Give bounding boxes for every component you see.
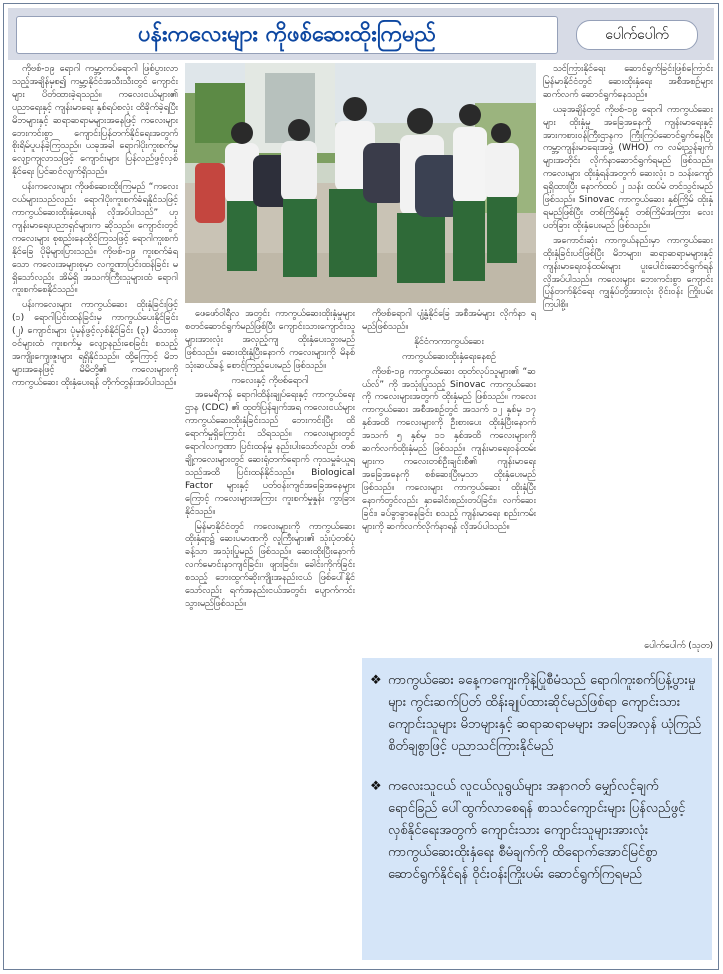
section-heading: ကလေးနှင့် ကိုဗစ်ရောဂါ xyxy=(231,375,309,386)
summary-bullet xyxy=(370,670,702,758)
paragraph: ယခုအချိန်တွင် ကိုဗစ်-၁၉ ရောဂါ ကာကွယ်ဆေးများ ထိုးနှံမှု အခြေအနေကို ကျန်းမာရေးနှင့် အားကစားဝန်ကြီးဌာနက ကြီးကြပ်ဆောင်ရွက်နေပြီး ကမ္ဘာ့ကျန်းမာရေးအဖွဲ့ (WHO) က လမ်းညွှန်ချက်များအတိုင်း လိုက်နာဆောင်ရွက်ရမည် ဖြစ်သည်။ ကလေးများ ထိုးနှံရန်အတွက် ဆေးလုံး ၁ သန်းကျော် ရရှိထားပြီး နောက်ထပ် ၂ သန်း ထပ်မံ တင်သွင်းမည် ဖြစ်သည်။ Sinovac ကာကွယ်ဆေး နှစ်ကြိမ် ထိုးနှံရမည်ဖြစ်ပြီး တစ်ကြိမ်နှင့် တစ်ကြိမ်အကြား လေးပတ်ခြား ထိုးနှံပေးမည် ဖြစ်သည်။ xyxy=(543,104,713,231)
paragraph: အမေရိကန် ရောဂါထိန်းချုပ်ရေးနှင့် ကာကွယ်ရေးဌာန (CDC) ၏ ထုတ်ပြန်ချက်အရ ကလေးငယ်များ ကာကွယ်ဆေးထိုးနှံခြင်းသည် ဘေးကင်းပြီး ထိရောက်မှုရှိကြောင်း သိရသည်။ ကလေးများတွင် ရောဂါလက္ခဏာ ပြင်းထန်မှု နည်းပါးသော်လည်း တစ်ချို့ကလေးများတွင် ဆေးရုံတက်ရောက် ကုသမှုခံယူရသည်အထိ ပြင်းထန်နိုင်သည်။ Biological Factor များနှင့် ပတ်ဝန်းကျင်အခြေအနေများကြောင့် ကလေးများအကြား ကူးစက်မှုနှုန်း ကွာခြားနိုင်သည်။ xyxy=(185,390,355,517)
diamond-bullet-icon: ❖ xyxy=(370,673,382,688)
paragraph: ကိုဗစ်ရောဂါ ပျံ့နှံ့နိုင်ခြေ အစီအမံများ လိုက်နာ ရမည်ဖြစ်သည်။ xyxy=(362,309,536,332)
diamond-bullet-icon: ❖ xyxy=(370,779,382,794)
article-column-1 xyxy=(12,63,178,958)
paragraph: အကောင်းဆုံး ကာကွယ်နည်းမှာ ကာကွယ်ဆေး ထိုးနှံခြင်းပင်ဖြစ်ပြီး မိဘများ၊ ဆရာဆရာမများနှင့် ကျန်းမာရေးဝန်ထမ်းများ ပူးပေါင်းဆောင်ရွက်ရန် လိုအပ်ပါသည်။ ကလေးများ ဘေးကင်းစွာ ကျောင်းပြန်တက်နိုင်ရေး ကျွန်ုပ်တို့အားလုံး ဝိုင်းဝန်း ကြိုးပမ်းကြပါစို့။ xyxy=(543,235,713,311)
section-subheading: ကာကွယ်ဆေးထိုးနှံရေးနေစဉ် xyxy=(401,351,497,362)
students-photo xyxy=(185,63,536,303)
article-signature: ပေါက်ပေါက် (သုတ) xyxy=(644,641,713,651)
summary-box xyxy=(362,658,712,960)
paragraph: ကိုဗစ်-၁၉ ကာကွယ်ဆေး ထုတ်လုပ်သူများ၏ “ဆယ်လ်” ကို အသုံးပြုသည့် Sinovac ကာကွယ်ဆေးကို ကလေးများအတွက် ထိုးနှံမည် ဖြစ်သည်။ ကလေးကာကွယ်ဆေး အစီအစဉ်တွင် အသက် ၁၂ နှစ်မှ ၁၇ နှစ်အထိ ကလေးများကို ဦးစားပေး ထိုးနှံပြီးနောက် အသက် ၅ နှစ်မှ ၁၁ နှစ်အထိ ကလေးများကို ဆက်လက်ထိုးနှံမည် ဖြစ်သည်။ ကျန်းမာရေးဝန်ထမ်းများက ကလေးတစ်ဦးချင်းစီ၏ ကျန်းမာရေး အခြေအနေကို စစ်ဆေးပြီးမှသာ ထိုးနှံပေးမည် ဖြစ်သည်။ ကလေးများ ကာကွယ်ဆေး ထိုးနှံပြီးနောက်တွင်လည်း နှာခေါင်းစည်းတပ်ခြင်း၊ လက်ဆေးခြင်း၊ ခပ်ခွာခွာနေခြင်း စသည့် ကျန်းမာရေး စည်းကမ်းများကို ဆက်လက်လိုက်နာရန် လိုအပ်ပါသည်။ xyxy=(362,366,536,532)
paragraph: ပန်းကလေးများ ကာကွယ်ဆေး ထိုးနှံခြင်းဖြင့် (၁) ရောဂါပြင်းထန်ခြင်းမှ ကာကွယ်ပေးနိုင်ခြင်း (၂) ကျောင်းများ ပုံမှန်ဖွင့်လှစ်နိုင်ခြင်း (၃) မိသားစုဝင်များထံ ကူးစက်မှု လျော့နည်းစေခြင်း စသည့် အကျိုးကျေးဇူးများ ရရှိနိုင်သည်။ ထို့ကြောင့် မိဘများအနေဖြင့် မိမိတို့၏ ကလေးများကို ကာကွယ်ဆေး ထိုးနှံပေးရန် တိုက်တွန်းအပ်ပါသည်။ xyxy=(12,300,178,388)
summary-text: ကလေးသူငယ် လူငယ်လူရွယ်များ အနာဂတ် မျှော်လင့်ချက်ရောင်ခြည် ပေါ်ထွက်လာစေရန် စာသင်ကျောင်းများ ပြန်လည်ဖွင့်လှစ်နိုင်ရေးအတွက် ကျောင်းသား ကျောင်းသူများအားလုံး ကာကွယ်ဆေးထိုးနှံရေး စီမံချက်ကို ထိရောက်အောင်မြင်စွာ ဆောင်ရွက်နိုင်ရန် ဝိုင်းဝန်းကြိုးပမ်း ဆောင်ရွက်ကြရမည် xyxy=(388,779,686,882)
paragraph: သင်ကြားနိုင်ရေး ဆောင်ရွက်ခြင်းဖြစ်ကြောင်း မြန်မာနိုင်ငံတွင် ဆေးထိုးနှံရေး အစီအစဉ်များ ဆက်လက် ဆောင်ရွက်နေသည်။ xyxy=(543,64,713,100)
students-wearing-face-shields-image xyxy=(185,63,536,303)
article-column-3 xyxy=(362,308,536,653)
paragraph: ပန်းကလေးများ ကိုဖစ်ဆေးထိုးကြမည် “ကလေးငယ်များသည်လည်း ရောဂါပိုးကူးစက်ခံရနိုင်သဖြင့် ကာကွယ်ဆေးထိုးနှံပေးရန် လိုအပ်ပါသည်” ဟု ကျန်းမာရေးပညာရှင်များက ဆိုသည်။ ကျောင်းတွင် ကလေးများ စုစည်းနေထိုင်ကြသဖြင့် ရောဂါကူးစက်နိုင်ခြေ ပိုမိုများပြားသည်။ ကိုဗစ်-၁၉ ကူးစက်ခံရသော ကလေးအများစုမှာ လက္ခဏာပြင်းထန်ခြင်း မရှိသော်လည်း အိမ်ရှိ အသက်ကြီးသူများထံ ရောဂါ ကူးစက်စေနိုင်သည်။ xyxy=(12,182,178,296)
paragraph: ကိုဗစ်-၁၉ ရောဂါ ကမ္ဘာ့ကပ်ရောဂါ ဖြစ်ပွားလာသည့်အချိန်မှစ၍ ကမ္ဘာ့နိုင်ငံအသီးသီးတွင် ကျောင်းများ ပိတ်ထားခဲ့ရသည်။ ကလေးငယ်များ၏ ပညာရေးနှင့် ကျန်းမာရေး နှစ်ရပ်စလုံး ထိခိုက်ခဲ့ရပြီး မိဘများနှင့် ဆရာဆရာမများအနေဖြင့် ကလေးများ ဘေးကင်းစွာ ကျောင်းပြန်တက်နိုင်ရေးအတွက် စိုးရိမ်ပူပန်ခဲ့ကြသည်။ ယခုအခါ ရောဂါပိုးကူးစက်မှု လျော့ကျလာသဖြင့် ကျောင်းများ ပြန်လည်ဖွင့်လှစ်နိုင်ရေး ပြင်ဆင်လျက်ရှိသည်။ xyxy=(12,64,178,178)
paragraph: ဖေဖော်ဝါရီလ အတွင်း ကာကွယ်ဆေးထိုးနှံမှုများ စတင်ဆောင်ရွက်မည်ဖြစ်ပြီး ကျောင်းသားကျောင်းသူများအားလုံး အလှည့်ကျ ထိုးနှံပေးသွားမည် ဖြစ်သည်။ ဆေးထိုးနှံပြီးနောက် ကလေးများကို မိနစ်သုံးဆယ်ခန့် စောင့်ကြည့်ပေးမည် ဖြစ်သည်။ xyxy=(185,309,355,371)
article-column-4 xyxy=(543,63,713,638)
section-heading: နိုင်ငံကကာကွယ်ဆေး xyxy=(414,336,484,347)
summary-bullet xyxy=(370,776,702,886)
paragraph: မြန်မာနိုင်ငံတွင် ကလေးများကို ကာကွယ်ဆေး ထိုးနှံရာ၌ ဆေးပမာဏကို လူကြီးများ၏ သုံးပုံတစ်ပုံခန့်သာ အသုံးပြုမည် ဖြစ်သည်။ ဆေးထိုးပြီးနောက် လက်မောင်းနာကျင်ခြင်း၊ ဖျားခြင်း၊ ခေါင်းကိုက်ခြင်း စသည့် ဘေးထွက်ဆိုးကျိုးအနည်းငယ် ဖြစ်ပေါ်နိုင်သော်လည်း ရက်အနည်းငယ်အတွင်း ပျောက်ကင်းသွားမည်ဖြစ်သည်။ xyxy=(185,521,355,609)
author-byline: ပေါက်ပေါက် xyxy=(576,20,698,50)
article-title: ပန်းကလေးများ ကိုဖစ်ဆေးထိုးကြမည် xyxy=(16,16,558,54)
summary-text: ကာကွယ်ဆေး ခနေ့ကကျေးကိုနဲ့ပြုစီမံသည် ရောဂါကူးစက်ပြန့်ပွားမှုများ ကွင်းဆက်ပြတ် ထိန်းချုပ်ထားဆိုင်မည်ဖြစ်ရာ ကျောင်းသား ကျောင်းသူများ မိဘများနှင့် ဆရာဆရာမများ အပြေအလှန် ယုံကြည်စိတ်ချစွာဖြင့် ပညာသင်ကြားနိုင်မည် xyxy=(388,673,702,754)
title-bar xyxy=(8,8,714,60)
article-column-2 xyxy=(185,308,355,958)
